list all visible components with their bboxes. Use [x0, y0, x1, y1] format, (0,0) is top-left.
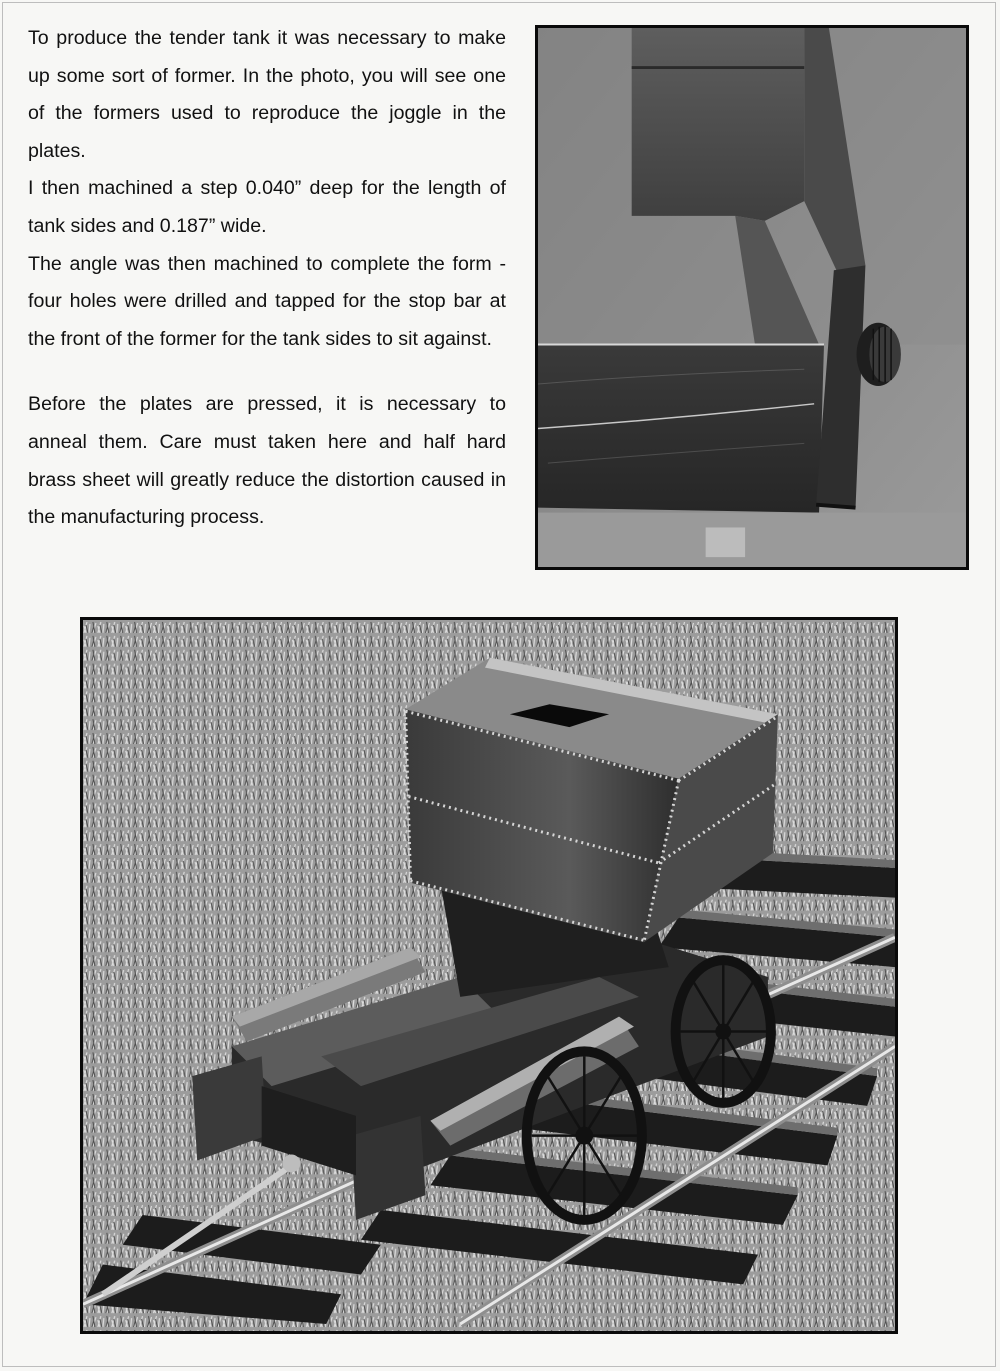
- paragraph-anneal: Before the plates are pressed, it is necessary to anneal them. Care must taken here and half hard brass sheet will greatly reduce the distortion caused in the manufacturing process.: [28, 393, 506, 529]
- tender-photo: [80, 617, 898, 1334]
- paragraph-former: To produce the tender tank it was necessary to make up some sort of former. In the photo, you will see one of the formers used to reproduce the joggle in the plates.: [28, 27, 506, 162]
- tender-photo-illustration: [83, 620, 895, 1331]
- paragraph-step: I then machined a step 0.040” deep for the length of tank sides and 0.187” wide.: [28, 177, 506, 237]
- former-photo: [535, 25, 969, 570]
- article-text: [28, 20, 506, 537]
- paragraph-angle: The angle was then machined to complete the form - four holes were drilled and tapped for the stop bar at the front of the former for the tank sides to sit against.: [28, 252, 506, 350]
- former-photo-illustration: [538, 28, 966, 567]
